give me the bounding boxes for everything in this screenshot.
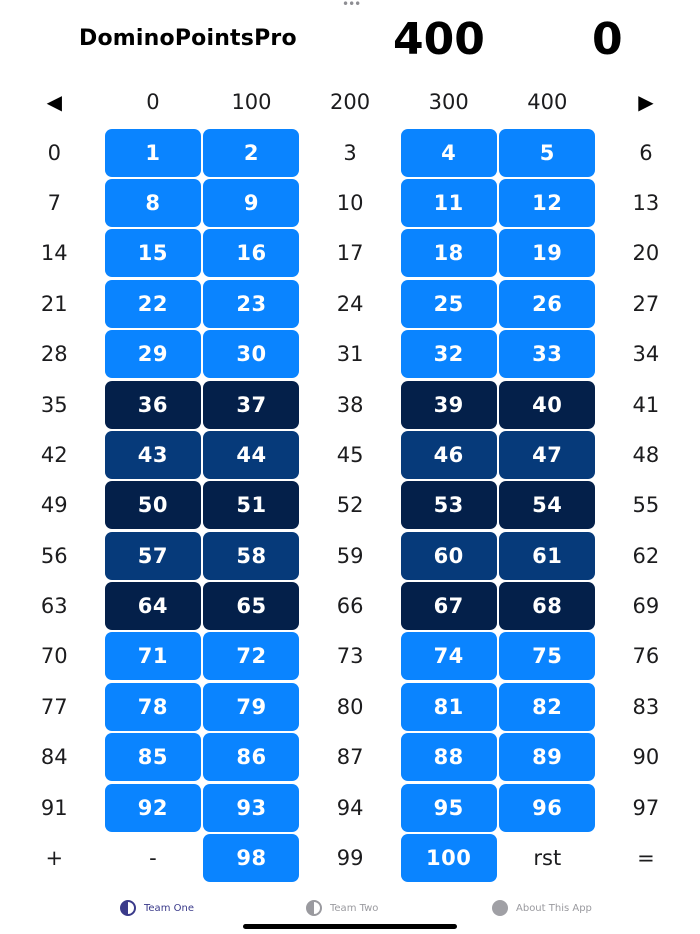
point-button[interactable]: 61	[499, 532, 595, 580]
point-cell	[399, 581, 498, 631]
equals-key[interactable]: =	[637, 846, 655, 871]
point-button[interactable]: 2	[203, 129, 299, 177]
point-button[interactable]: 18	[401, 229, 497, 277]
point-button[interactable]: 23	[203, 280, 299, 328]
team-one-score: 400	[393, 14, 485, 65]
grid-label: 0	[146, 90, 160, 115]
grid-row	[5, 329, 695, 379]
point-button[interactable]: 100	[401, 834, 497, 882]
point-button[interactable]: 58	[203, 532, 299, 580]
point-button[interactable]: 9	[203, 179, 299, 227]
grid-label: 6	[639, 140, 653, 165]
grid-label: 13	[632, 190, 660, 215]
point-cell	[202, 379, 301, 429]
point-button[interactable]: 16	[203, 229, 299, 277]
point-button[interactable]: 51	[203, 481, 299, 529]
point-cell	[202, 430, 301, 480]
point-cell	[498, 430, 597, 480]
point-cell	[104, 581, 203, 631]
point-cell	[104, 732, 203, 782]
grid-label: 59	[336, 543, 364, 568]
grid-label: 55	[632, 493, 660, 518]
point-cell	[498, 228, 597, 278]
grid-label: 48	[632, 442, 660, 467]
point-cell	[202, 833, 301, 883]
point-button[interactable]: 68	[499, 582, 595, 630]
grid-row	[5, 631, 695, 681]
point-button[interactable]: 44	[203, 431, 299, 479]
home-indicator	[243, 924, 457, 929]
grid-label: 70	[40, 644, 68, 669]
point-button[interactable]: 11	[401, 179, 497, 227]
tab-about-label: About This App	[516, 902, 592, 914]
grid-label: 77	[40, 694, 68, 719]
point-cell	[498, 581, 597, 631]
grid-label: 87	[336, 745, 364, 770]
point-cell	[498, 127, 597, 177]
point-button[interactable]: 4	[401, 129, 497, 177]
grid-row	[5, 430, 695, 480]
point-cell	[104, 178, 203, 228]
grid-label: 80	[336, 694, 364, 719]
point-button[interactable]: 19	[499, 229, 595, 277]
point-cell	[202, 732, 301, 782]
grid-label: 41	[632, 392, 660, 417]
point-cell	[202, 581, 301, 631]
point-cell	[399, 732, 498, 782]
point-cell	[399, 480, 498, 530]
grid-row	[5, 581, 695, 631]
point-button[interactable]: 78	[105, 683, 201, 731]
point-button[interactable]: 47	[499, 431, 595, 479]
grid-label: 31	[336, 342, 364, 367]
point-button[interactable]: 40	[499, 381, 595, 429]
point-cell	[498, 480, 597, 530]
point-button[interactable]: 30	[203, 330, 299, 378]
point-cell	[104, 631, 203, 681]
grid-label: 42	[40, 442, 68, 467]
point-button[interactable]: 85	[105, 733, 201, 781]
tab-about[interactable]	[492, 895, 592, 921]
point-cell	[104, 127, 203, 177]
point-button[interactable]: 67	[401, 582, 497, 630]
point-button[interactable]: 25	[401, 280, 497, 328]
grid-row	[5, 127, 695, 177]
point-button[interactable]: 54	[499, 481, 595, 529]
point-button[interactable]: 1	[105, 129, 201, 177]
point-button[interactable]: 71	[105, 632, 201, 680]
grid-label: 24	[336, 291, 364, 316]
point-button[interactable]: 82	[499, 683, 595, 731]
point-button[interactable]: 57	[105, 532, 201, 580]
grid-label: 27	[632, 291, 660, 316]
tab-team-two[interactable]	[306, 895, 378, 921]
point-button[interactable]: 74	[401, 632, 497, 680]
grid-label: 38	[336, 392, 364, 417]
app-title: DominoPointsPro	[79, 26, 297, 51]
point-cell	[202, 782, 301, 832]
point-cell	[104, 379, 203, 429]
grid-label: 3	[343, 140, 357, 165]
circle-icon	[492, 900, 508, 916]
point-cell	[202, 127, 301, 177]
grid-label: 84	[40, 745, 68, 770]
grid-label: 200	[330, 90, 371, 115]
point-button[interactable]: 98	[203, 834, 299, 882]
point-button[interactable]: 43	[105, 431, 201, 479]
point-cell	[202, 531, 301, 581]
grid-row	[5, 682, 695, 732]
grid-label: 49	[40, 493, 68, 518]
point-cell	[202, 480, 301, 530]
next-arrow-icon[interactable]: ▶	[638, 90, 654, 115]
grid-label: 73	[336, 644, 364, 669]
grid-label: 94	[336, 795, 364, 820]
point-button[interactable]: 60	[401, 532, 497, 580]
point-cell	[104, 228, 203, 278]
grid-label: 45	[336, 442, 364, 467]
tab-team-two-label: Team Two	[330, 902, 379, 914]
grid-label: 97	[632, 795, 660, 820]
point-cell	[399, 782, 498, 832]
grid-label: 56	[40, 543, 68, 568]
more-options-icon[interactable]: •••	[342, 0, 361, 11]
point-button[interactable]: 53	[401, 481, 497, 529]
point-cell	[202, 228, 301, 278]
prev-arrow-icon[interactable]: ◀	[46, 90, 62, 115]
point-button[interactable]: 29	[105, 330, 201, 378]
point-cell	[399, 430, 498, 480]
grid-row	[5, 178, 695, 228]
point-button[interactable]: 22	[105, 280, 201, 328]
point-button[interactable]: 46	[401, 431, 497, 479]
minus-key[interactable]: -	[149, 846, 157, 871]
point-button[interactable]: 93	[203, 784, 299, 832]
grid-row	[5, 833, 695, 883]
point-cell	[399, 178, 498, 228]
point-cell	[498, 178, 597, 228]
point-cell	[498, 631, 597, 681]
grid-label: 10	[336, 190, 364, 215]
grid-label: 99	[336, 846, 364, 871]
point-button[interactable]: 8	[105, 179, 201, 227]
point-button[interactable]: 75	[499, 632, 595, 680]
point-button[interactable]: 89	[499, 733, 595, 781]
grid-row	[5, 732, 695, 782]
grid-label: 400	[527, 90, 568, 115]
point-cell	[399, 631, 498, 681]
tab-team-one-label: Team One	[144, 902, 194, 914]
reset-key[interactable]: rst	[533, 846, 562, 871]
point-cell	[498, 531, 597, 581]
grid-label: 66	[336, 594, 364, 619]
half-circle-icon	[306, 900, 322, 916]
grid-label: 35	[40, 392, 68, 417]
point-button[interactable]: 79	[203, 683, 299, 731]
header	[0, 10, 700, 74]
grid-label: 83	[632, 694, 660, 719]
point-cell	[202, 631, 301, 681]
point-cell	[104, 682, 203, 732]
point-cell	[498, 379, 597, 429]
point-cell	[104, 531, 203, 581]
point-cell	[399, 127, 498, 177]
grid-row	[5, 782, 695, 832]
grid-label: 7	[47, 190, 61, 215]
point-cell	[498, 279, 597, 329]
grid-label: 52	[336, 493, 364, 518]
point-cell	[104, 329, 203, 379]
point-button[interactable]: 86	[203, 733, 299, 781]
grid-label: 76	[632, 644, 660, 669]
grid-label: 0	[47, 140, 61, 165]
team-two-score: 0	[592, 14, 623, 65]
point-button[interactable]: 26	[499, 280, 595, 328]
point-button[interactable]: 96	[499, 784, 595, 832]
point-cell	[399, 279, 498, 329]
grid-label: 20	[632, 241, 660, 266]
point-button[interactable]: 65	[203, 582, 299, 630]
point-cell	[202, 178, 301, 228]
point-cell	[399, 329, 498, 379]
grid-row	[5, 279, 695, 329]
grid-label: 100	[231, 90, 272, 115]
grid-label: 14	[40, 241, 68, 266]
point-button[interactable]: 88	[401, 733, 497, 781]
point-cell	[399, 531, 498, 581]
point-cell	[202, 329, 301, 379]
grid-label: 17	[336, 241, 364, 266]
plus-key[interactable]: +	[45, 846, 64, 871]
grid-label: 28	[40, 342, 68, 367]
point-cell	[498, 782, 597, 832]
grid-label: 91	[40, 795, 68, 820]
grid-row	[5, 531, 695, 581]
grid-label: 62	[632, 543, 660, 568]
point-button[interactable]: 12	[499, 179, 595, 227]
point-cell	[104, 279, 203, 329]
point-button[interactable]: 33	[499, 330, 595, 378]
point-button[interactable]: 64	[105, 582, 201, 630]
point-cell	[498, 732, 597, 782]
point-button[interactable]: 95	[401, 784, 497, 832]
grid-row	[5, 77, 695, 127]
point-cell	[202, 279, 301, 329]
tab-bar	[0, 895, 700, 921]
grid-label: 300	[428, 90, 469, 115]
points-grid	[5, 77, 695, 883]
point-cell	[498, 682, 597, 732]
point-button[interactable]: 39	[401, 381, 497, 429]
grid-row	[5, 379, 695, 429]
grid-label: 69	[632, 594, 660, 619]
point-cell	[104, 782, 203, 832]
point-button[interactable]: 15	[105, 229, 201, 277]
grid-label: 63	[40, 594, 68, 619]
point-button[interactable]: 72	[203, 632, 299, 680]
grid-row	[5, 480, 695, 530]
grid-label: 90	[632, 745, 660, 770]
point-button[interactable]: 92	[105, 784, 201, 832]
tab-team-one[interactable]	[120, 895, 194, 921]
point-button[interactable]: 36	[105, 381, 201, 429]
grid-label: 21	[40, 291, 68, 316]
point-cell	[399, 833, 498, 883]
point-button[interactable]: 32	[401, 330, 497, 378]
point-cell	[399, 379, 498, 429]
point-button[interactable]: 50	[105, 481, 201, 529]
point-cell	[399, 228, 498, 278]
point-button[interactable]: 5	[499, 129, 595, 177]
point-cell	[202, 682, 301, 732]
point-button[interactable]: 81	[401, 683, 497, 731]
half-circle-icon	[120, 900, 136, 916]
point-button[interactable]: 37	[203, 381, 299, 429]
point-cell	[104, 430, 203, 480]
point-cell	[498, 329, 597, 379]
grid-row	[5, 228, 695, 278]
point-cell	[399, 682, 498, 732]
point-cell	[104, 480, 203, 530]
grid-label: 34	[632, 342, 660, 367]
